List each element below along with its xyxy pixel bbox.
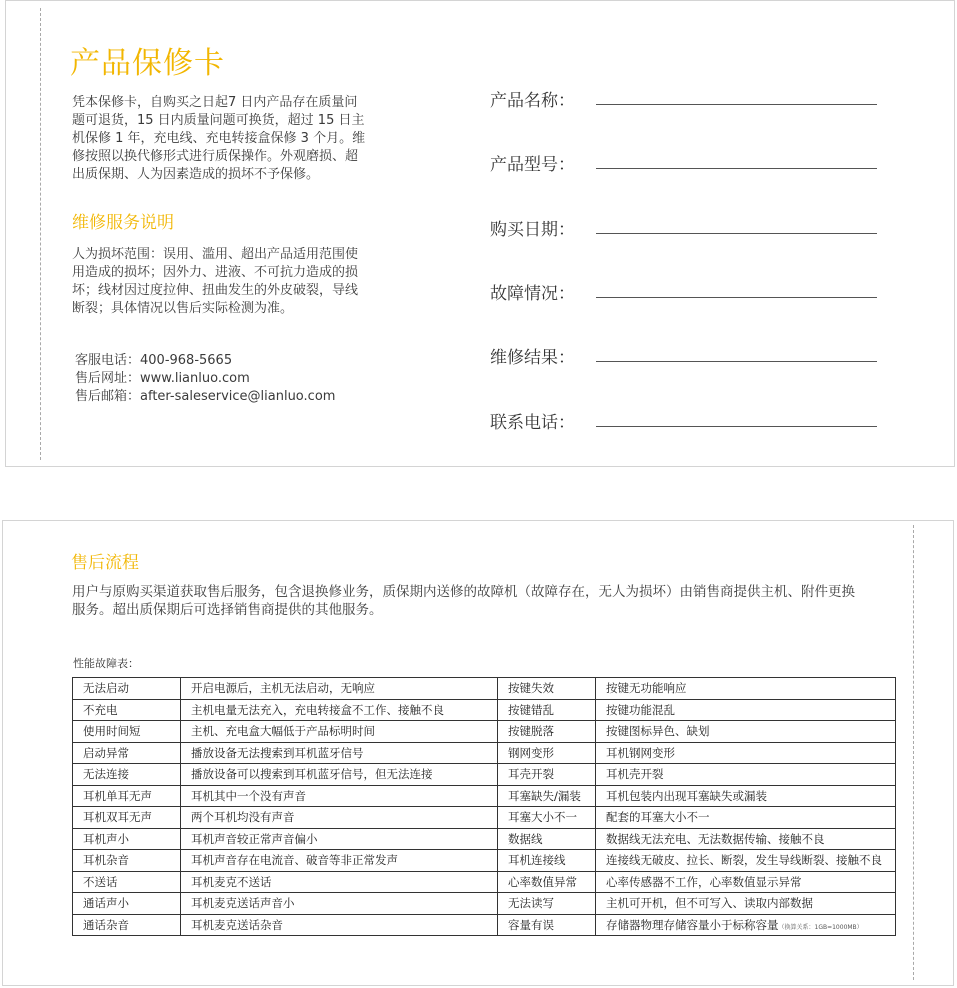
form-label: 联系电话： — [490, 413, 575, 433]
fault-name: 无法读写 — [498, 893, 596, 915]
fault-description: 按键功能混乱 — [596, 699, 896, 721]
form-field-repair-result — [490, 343, 880, 373]
form-field-product-model — [490, 150, 880, 180]
fault-name: 使用时间短 — [73, 721, 181, 743]
fault-name: 耳机杂音 — [73, 850, 181, 872]
table-row — [73, 871, 896, 893]
form-label: 产品名称： — [490, 91, 575, 111]
form-label: 维修结果： — [490, 348, 575, 368]
fault-description: 存储器物理存储容量小于标称容量 — [606, 917, 779, 932]
table-row — [73, 742, 896, 764]
fill-in-line — [596, 168, 877, 169]
fault-name: 耳机单耳无声 — [73, 785, 181, 807]
fill-in-line — [596, 233, 877, 234]
table-row — [73, 721, 896, 743]
contact-phone: 客服电话：400-968-5665 — [75, 353, 233, 368]
form-label: 故障情况： — [490, 284, 575, 304]
fault-description: 播放设备可以搜索到耳机蓝牙信号，但无法连接 — [181, 764, 498, 786]
cut-line-left — [40, 8, 41, 460]
fault-name: 无法连接 — [73, 764, 181, 786]
fault-description: 耳机钢网变形 — [596, 742, 896, 764]
fault-description: 耳机声音存在电流音、破音等非正常发声 — [181, 850, 498, 872]
fault-description: 按键无功能响应 — [596, 678, 896, 700]
form-label: 购买日期： — [490, 220, 575, 240]
table-row — [73, 699, 896, 721]
fill-in-line — [596, 297, 877, 298]
capacity-conversion-note: （换算关系：1GB=1000MB） — [778, 923, 863, 931]
fault-description: 心率传感器不工作，心率数值显示异常 — [596, 871, 896, 893]
fault-description: 耳机包装内出现耳塞缺失或漏装 — [596, 785, 896, 807]
fault-description: 主机可开机，但不可写入、读取内部数据 — [596, 893, 896, 915]
fill-in-line — [596, 361, 877, 362]
fault-description: 耳机麦克不送话 — [181, 871, 498, 893]
fault-name: 耳机双耳无声 — [73, 807, 181, 829]
fault-name: 启动异常 — [73, 742, 181, 764]
fault-description: 按键图标异色、缺划 — [596, 721, 896, 743]
fault-name: 通话声小 — [73, 893, 181, 915]
form-label: 产品型号： — [490, 155, 575, 175]
form-field-product-name — [490, 86, 880, 116]
fault-description: 两个耳机均没有声音 — [181, 807, 498, 829]
fault-description: 主机、充电盒大幅低于产品标明时间 — [181, 721, 498, 743]
form-field-fault-description — [490, 279, 880, 309]
table-row — [73, 828, 896, 850]
fault-description: 耳机麦克送话杂音 — [181, 914, 498, 936]
fault-name: 无法启动 — [73, 678, 181, 700]
fault-description: 播放设备无法搜索到耳机蓝牙信号 — [181, 742, 498, 764]
contact-website: 售后网址：www.lianluo.com — [75, 371, 250, 386]
contact-email: 售后邮箱：after-saleservice@lianluo.com — [75, 389, 336, 404]
fault-name: 耳机连接线 — [498, 850, 596, 872]
fault-table-caption: 性能故障表： — [73, 657, 139, 670]
table-row — [73, 893, 896, 915]
fault-name: 耳壳开裂 — [498, 764, 596, 786]
contact-info — [75, 352, 335, 406]
fault-description: 耳机其中一个没有声音 — [181, 785, 498, 807]
repair-service-heading: 维修服务说明 — [72, 213, 174, 233]
fill-in-line — [596, 426, 877, 427]
fault-description: 连接线无破皮、拉长、断裂，发生导线断裂、接触不良 — [596, 850, 896, 872]
fault-description: 耳机壳开裂 — [596, 764, 896, 786]
fault-table — [72, 677, 896, 936]
fault-description: 耳机麦克送话声音小 — [181, 893, 498, 915]
fault-description-with-note — [596, 914, 896, 936]
fault-name: 按键错乱 — [498, 699, 596, 721]
form-field-contact-phone — [490, 408, 880, 438]
fault-description: 数据线无法充电、无法数据传输、接触不良 — [596, 828, 896, 850]
fault-name: 通话杂音 — [73, 914, 181, 936]
fault-name: 不送话 — [73, 871, 181, 893]
table-row — [73, 785, 896, 807]
table-row — [73, 807, 896, 829]
fill-in-line — [596, 104, 877, 105]
fault-name: 耳塞缺失/漏装 — [498, 785, 596, 807]
cut-line-right — [913, 525, 914, 980]
warranty-intro-text: 凭本保修卡，自购买之日起7 日内产品存在质量问 题可退货，15 日内质量问题可换货，超过 15 日主 机保修 1 年，充电线、充电转接盒保修 3 个月。维 修按照以换代修形式进行质保操作。外观磨损、超 出质保期、人为因素造成的损坏不予保修。 — [72, 95, 366, 182]
fault-description: 主机电量无法充入，充电转接盒不工作、接触不良 — [181, 699, 498, 721]
fault-name: 数据线 — [498, 828, 596, 850]
fault-name: 容量有误 — [498, 914, 596, 936]
fault-name: 不充电 — [73, 699, 181, 721]
table-row — [73, 678, 896, 700]
fault-name: 耳机声小 — [73, 828, 181, 850]
table-row — [73, 914, 896, 936]
table-row — [73, 850, 896, 872]
fault-name: 按键失效 — [498, 678, 596, 700]
damage-scope-text: 人为损坏范围：误用、滥用、超出产品适用范围使 用造成的损坏；因外力、进液、不可抗力造成的损 坏；线材因过度拉伸、扭曲发生的外皮破裂，导线 断裂；具体情况以售后实际检测为准。 — [72, 247, 359, 316]
fault-name: 耳塞大小不一 — [498, 807, 596, 829]
fault-description: 配套的耳塞大小不一 — [596, 807, 896, 829]
fault-name: 心率数值异常 — [498, 871, 596, 893]
fault-name: 钢网变形 — [498, 742, 596, 764]
form-field-purchase-date — [490, 215, 880, 245]
table-row — [73, 764, 896, 786]
after-sale-process-heading: 售后流程 — [71, 553, 139, 573]
page-title: 产品保修卡 — [70, 46, 225, 81]
fault-description: 开启电源后，主机无法启动，无响应 — [181, 678, 498, 700]
fault-name: 按键脱落 — [498, 721, 596, 743]
fault-description: 耳机声音较正常声音偏小 — [181, 828, 498, 850]
after-sale-process-text: 用户与原购买渠道获取售后服务，包含退换修业务，质保期内送修的故障机（故障存在，无人为损坏）由销售商提供主机、附件更换 服务。超出质保期后可选择销售商提供的其他服务。 — [72, 584, 855, 618]
